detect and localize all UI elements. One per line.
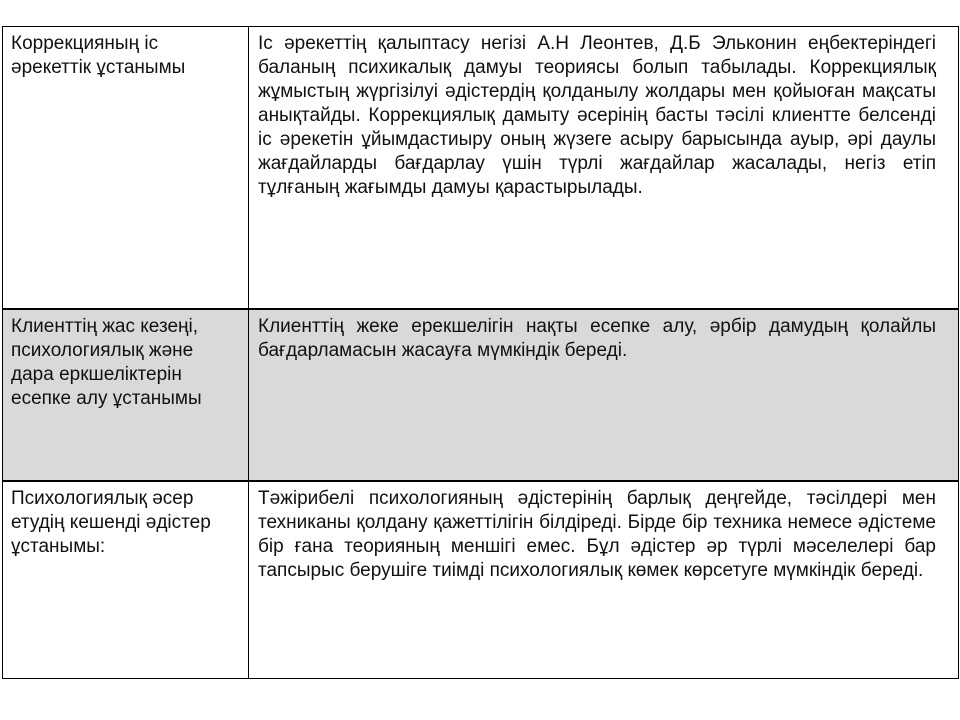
description-cell [249,481,959,679]
table-row [3,27,959,309]
description-cell [249,27,959,309]
description-cell [249,309,959,481]
principle-description: Тәжірибелі психологияның әдістерінің барлық деңгейде, тәсілдері мен техниканы қолдану қажеттілігін білдіреді. Бірде бір техника немесе әдістеме бір ғана теорияның меншігі емес. Бұл әдістер әр түрлі мәселелері бар тапсырыс берушіге тиімді психологиялық көмек көрсетуге мүмкіндік береді. [258,487,936,581]
principle-description: Іс әрекеттің қалыптасу негізі А.Н Леонтев, Д.Б Эльконин еңбектеріндегі баланың психикалық дамуы теориясы болып табылады. Коррекциялық жұмыстың жүргізілуі әдістердің қолданылу жолдары мен қойыоған мақсаты анықтайды. Коррекциялық дамыту әсерінің басты тәсілі клиентте белсенді іс әрекетін ұйымдастиыру оның жүзеге асыру барысында ауыр, әрі даулы жағдайларды бағдарлау үшін түрлі жағдайлар жасалады, негіз етіп тұлғаның жағымды дамуы қарастырылады. [258,33,936,198]
table-row [3,309,959,481]
principle-cell [3,309,249,481]
principle-title: Клиенттің жас кезеңі, психологиялық және дара еркшеліктерін есепке алу ұстанымы [11,315,202,409]
principle-title: Психологиялық әсер етудің кешенді әдістер ұстанымы: [11,487,211,557]
principle-title: Коррекцияның іс әрекеттік ұстанымы [11,33,186,78]
principle-description: Клиенттің жеке ерекшелігін нақты есепке алу, әрбір дамудың қолайлы бағдарламасын жасауға мүмкіндік береді. [258,315,936,361]
table-row [3,481,959,679]
principle-cell [3,481,249,679]
principles-table [2,26,959,679]
principle-cell [3,27,249,309]
